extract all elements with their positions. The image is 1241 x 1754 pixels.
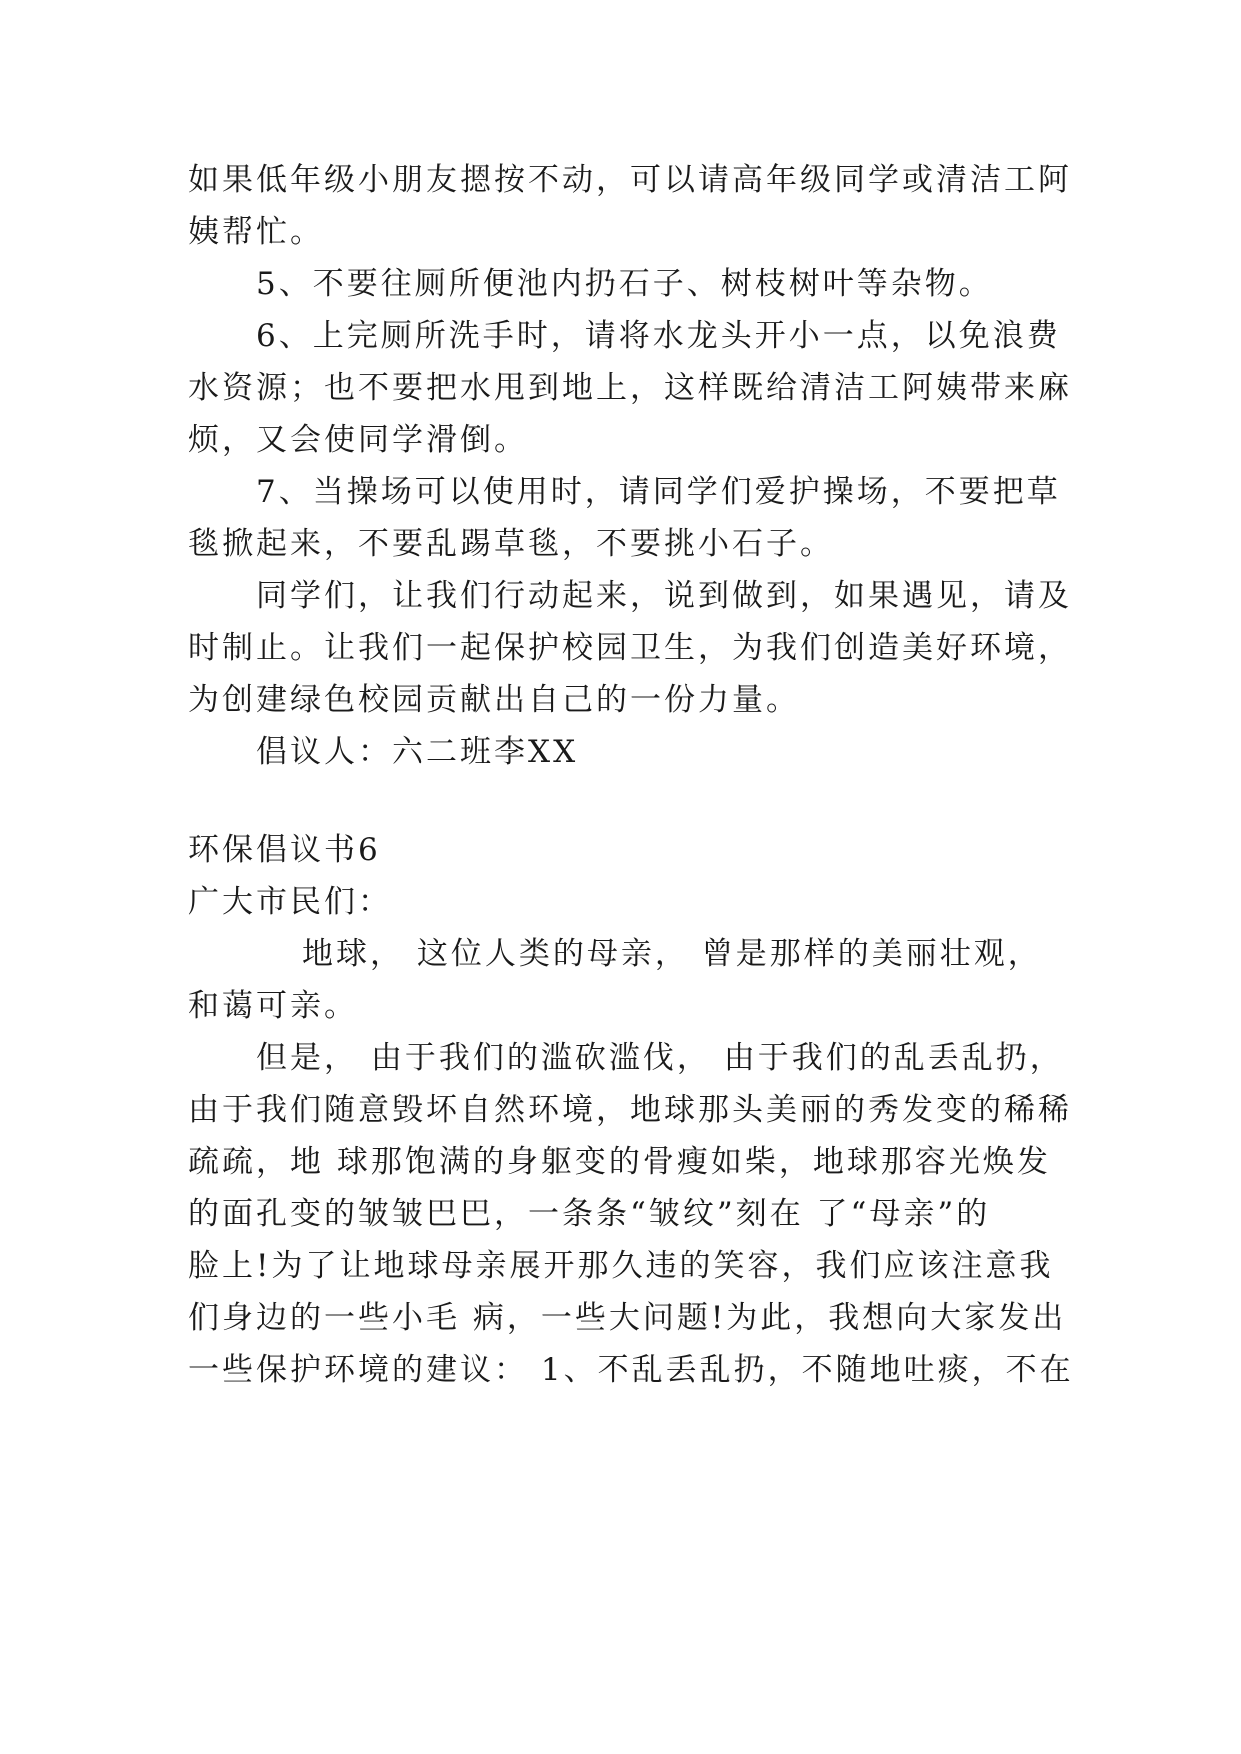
salutation: 广大市民们：: [188, 884, 392, 920]
section-title: 环保倡议书6: [188, 832, 381, 868]
list-item-7: 7、当操场可以使用时，请同学们爱护操场，不要把草: [256, 474, 1061, 510]
signature-line: 倡议人：六二班李XX: [256, 734, 579, 770]
paragraph-line: 为创建绿色校园贡献出自己的一份力量。: [188, 682, 800, 718]
paragraph-line: 如果低年级小朋友摁按不动，可以请高年级同学或清洁工阿: [188, 162, 1072, 198]
paragraph-line: 烦，又会使同学滑倒。: [188, 422, 528, 458]
paragraph-line: 同学们，让我们行动起来，说到做到，如果遇见，请及: [256, 578, 1072, 614]
paragraph-line: 但是， 由于我们的滥砍滥伐， 由于我们的乱丢乱扔，: [256, 1040, 1064, 1076]
paragraph-line: 们身边的一些小毛 病，一些大问题!为此，我想向大家发出: [188, 1300, 1067, 1336]
paragraph-line: 一些保护环境的建议： 1、不乱丢乱扔，不随地吐痰，不在: [188, 1352, 1074, 1388]
list-item-5: 5、不要往厕所便池内扔石子、树枝树叶等杂物。: [256, 266, 993, 302]
paragraph-line: 水资源；也不要把水甩到地上，这样既给清洁工阿姨带来麻: [188, 370, 1072, 406]
paragraph-line: 时制止。让我们一起保护校园卫生，为我们创造美好环境，: [188, 630, 1072, 666]
paragraph-line: 疏疏，地 球那饱满的身躯变的骨瘦如柴，地球那容光焕发: [188, 1144, 1051, 1180]
paragraph-line: 地球， 这位人类的母亲， 曾是那样的美丽壮观，: [302, 936, 1042, 972]
paragraph-line: 姨帮忙。: [188, 214, 324, 250]
list-item-6: 6、上完厕所洗手时，请将水龙头开小一点，以免浪费: [256, 318, 1061, 354]
paragraph-line: 毯掀起来，不要乱踢草毯，不要挑小石子。: [188, 526, 834, 562]
paragraph-line: 脸上!为了让地球母亲展开那久违的笑容，我们应该注意我: [188, 1248, 1054, 1284]
paragraph-line: 由于我们随意毁坏自然环境，地球那头美丽的秀发变的稀稀: [188, 1092, 1072, 1128]
paragraph-line: 和蔼可亲。: [188, 988, 358, 1024]
paragraph-line: 的面孔变的皱皱巴巴，一条条“皱纹”刻在 了“母亲”的: [188, 1196, 991, 1232]
